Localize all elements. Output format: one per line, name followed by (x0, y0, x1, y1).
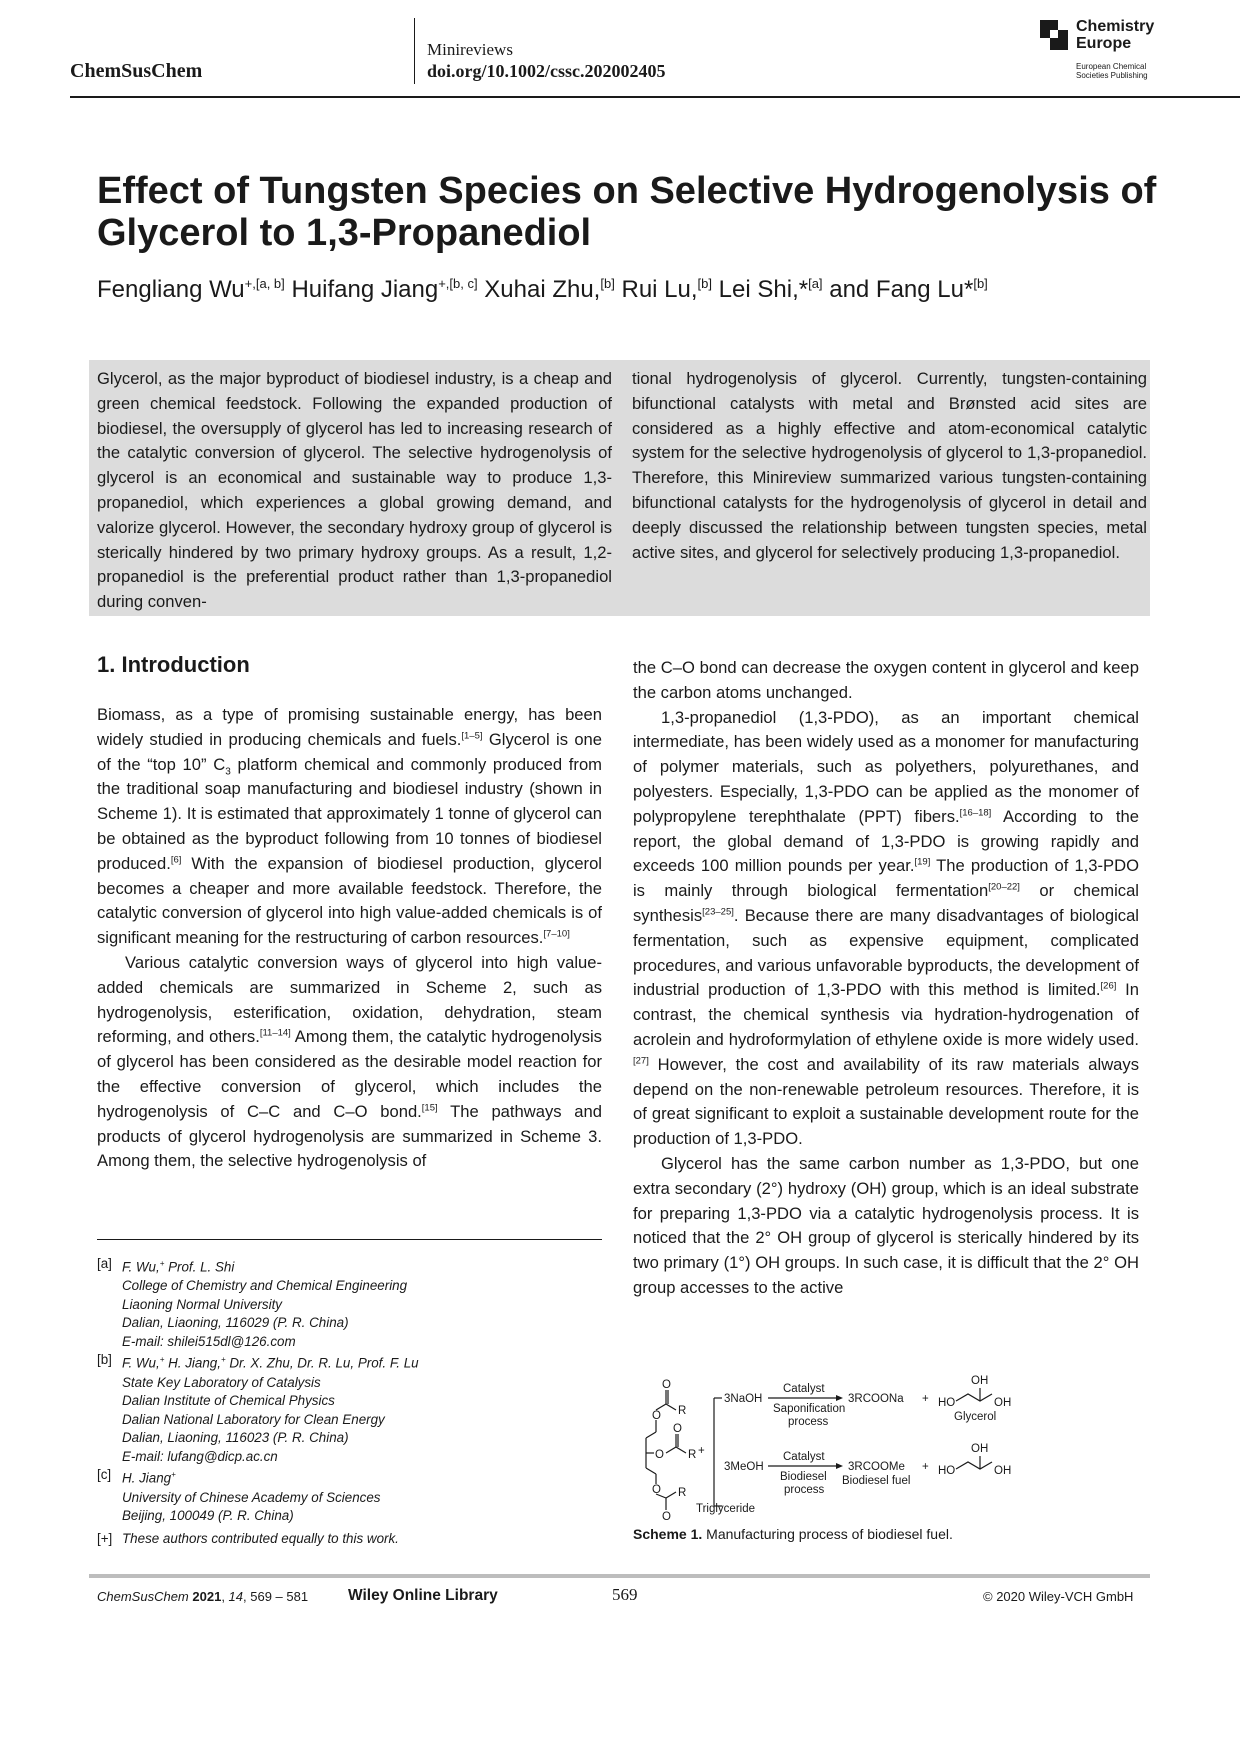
process-label: Saponification (773, 1403, 846, 1415)
atom-label: HO (938, 1397, 956, 1409)
biodiesel-fuel-label: Biodiesel fuel (842, 1475, 911, 1487)
section-heading: 1. Introduction (97, 652, 250, 677)
article-type: Minireviews (427, 40, 513, 59)
atom-label: R (678, 1405, 687, 1417)
catalyst-label: Catalyst (783, 1383, 825, 1395)
atom-label: HO (938, 1465, 956, 1477)
affiliations (97, 1255, 602, 1548)
atom-label: O (662, 1379, 671, 1391)
product-rcoona: 3RCOONa (848, 1393, 904, 1405)
header-rule (70, 96, 1240, 98)
paragraph: Biomass, as a type of promising sustainable energy, has been widely studied in producing chemicals and fuels.[1–5] Glycerol is one of the “top 10” $C_3$ platform chemical and commonly produced from the traditional soap manufacturing and biodiesel industry (shown in Scheme 1). It is estimated that approximately 1 tonne of glycerol can be obtained as the byproduct following from 10 tonnes of biodiesel produced.[6] With the expansion of biodiesel production, glycerol becomes a cheaper and more available feedstock. Therefore, the catalytic conversion of glycerol into high value-added chemicals is of significant meaning for the restructuring of carbon resources.[7–10] (97, 705, 603, 948)
triglyceride-label: Triglyceride (696, 1503, 756, 1515)
chemistry-europe-logo-icon (1040, 20, 1068, 50)
footer-rule (89, 1574, 1150, 1578)
abstract-right: tional hydrogenolysis of glycerol. Currently, tungsten-containing bifunctional catalysts with metal and Brønsted acid sites are considered as a highly effective and atom-economical catalytic system for the selective hydrogenolysis of glycerol to 1,3-propanediol. Therefore, this Minireview summarized various tungsten-containing bifunctional catalysts for the hydrogenolysis of glycerol in detail and deeply discussed the relationship between tungsten species, metal active sites, and glycerol for selectively producing 1,3-propanediol. (632, 369, 1147, 562)
journal-name: ChemSusChem (70, 60, 203, 82)
logo-title: Chemistry Europe (1076, 18, 1155, 52)
affiliation-a: [a] F. Wu,+ Prof. L. Shi College of Chemistry and Chemical Engineering Liaoning Normal University Dalian, Liaoning, 116029 (P. R. China) E-mail: shilei515dl@126.com (97, 1255, 602, 1351)
atom-label: O (662, 1511, 671, 1520)
body-right-column (633, 656, 1139, 1301)
citation-info: ChemSusChem 2021, 14, 569 – 581 (97, 1589, 309, 1604)
glycerol-label: Glycerol (954, 1411, 997, 1423)
plus-sign: + (698, 1445, 705, 1457)
reagent-naoh: 3NaOH (724, 1393, 763, 1405)
author-list: Fengliang $Wu^{+,[a, b]}$ Huifang Jiang$^{+,[b, c]}$ Xuhai Zhu,[b] Rui Lu,[b] Lei Shi,*[a] and Fang Lu*[b] (97, 276, 988, 303)
logo-subtitle: European Chemical Societies Publishing (1076, 62, 1148, 80)
arrow-head-icon (836, 1463, 843, 1469)
doi-link[interactable]: doi.org/10.1002/cssc.202002405 (427, 61, 666, 81)
article-title: Effect of Tungsten Species on Selective Hydrogenolysis of Glycerol to 1,3-Propanediol (97, 170, 1157, 254)
paragraph: 1,3-propanediol (1,3-PDO), as an important chemical intermediate, has been widely used as a monomer for manufacturing of polymer materials, such as polyethers, polyurethanes, and polyesters. Especially, 1,3-PDO can be applied as the monomer of polypropylene terephthalate (PPT) fibers.[16–18] According to the report, the global demand of 1,3-PDO is growing rapidly and exceeds 100 million pounds per year.[19] The production of 1,3-PDO is mainly through biological fermentation[20–22] or chemical synthesis[23–25]. Because there are many disadvantages of biological fermentation, such as expensive equipment, complicated procedures, and various unfavorable byproducts, the development of industrial production of 1,3-PDO with this method is limited.[26] In contrast, the chemical synthesis via hydration-hydrogenation of acrolein and hydroformylation of ethylene oxide is more widely used.[27] However, the cost and availability of its raw materials always depend on the non-renewable petroleum resources. Therefore, it is of great significant to exploit a sustainable development route for the production of 1,3-PDO. (633, 707, 1139, 1149)
equal-contribution-note: [+] These authors contributed equally to this work. (97, 1530, 399, 1546)
atom-label: R (688, 1449, 697, 1461)
atom-label: O (673, 1423, 682, 1435)
atom-label: O (652, 1484, 661, 1496)
wiley-online-library-link[interactable]: Wiley Online Library (348, 1587, 498, 1604)
scheme-caption: Scheme 1. Manufacturing process of biodiesel fuel. (633, 1526, 953, 1542)
email-link[interactable]: E-mail: shilei515dl@126.com (122, 1333, 296, 1349)
email-link[interactable]: E-mail: lufang@dicp.ac.cn (122, 1448, 278, 1464)
affiliation-c: [c] H. Jiang+ University of Chinese Academy of Sciences Beijing, 100049 (P. R. China) (97, 1467, 381, 1524)
atom-label: O (655, 1449, 664, 1461)
atom-label: OH (971, 1375, 989, 1387)
process-label: process (788, 1416, 829, 1428)
affiliation-b: [b] F. Wu,+ H. Jiang,+ Dr. X. Zhu, Dr. R. Lu, Prof. F. Lu State Key Laboratory of Catalysis Dalian Institute of Chemical Physics Dalian National Laboratory for Clean Energy Dalian, Liaoning, 116023 (P. R. China) E-mail: lufang@dicp.ac.cn (97, 1351, 602, 1466)
page-number: 569 (612, 1585, 638, 1604)
paragraph: the C–O bond can decrease the oxygen content in glycerol and keep the carbon atoms unchanged. (633, 658, 1139, 702)
process-label: Biodiesel (780, 1471, 827, 1483)
reagent-meoh: 3MeOH (724, 1461, 764, 1473)
copyright: © 2020 Wiley-VCH GmbH (983, 1589, 1134, 1604)
body-left-column (97, 703, 602, 1174)
arrow-head-icon (836, 1395, 843, 1401)
plus-sign: + (922, 1393, 929, 1405)
product-rcoome: 3RCOOMe (848, 1461, 905, 1473)
paragraph: Various catalytic conversion ways of glycerol into high value-added chemicals are summarized in Scheme 2, such as hydrogenolysis, esterification, oxidation, dehydration, steam reforming, and others.[11–14] Among them, the catalytic hydrogenolysis of glycerol has been considered as the desirable model reaction for the effective conversion of glycerol, which includes the hydrogenolysis of C–C and C–O bond.[15] The pathways and products of glycerol hydrogenolysis are summarized in Scheme 3. Among them, the selective hydrogenolysis of (97, 952, 602, 1171)
atom-label: OH (994, 1465, 1012, 1477)
abstract-left: Glycerol, as the major byproduct of biodiesel industry, is a cheap and green chemical feedstock. Following the expanded production of biodiesel, the oversupply of glycerol has led to increasing research of the catalytic conversion of glycerol. The selective hydrogenolysis of glycerol is an economical and sustainable way to produce 1,3-propanediol, which experiences a global growing demand, and valorize glycerol. However, the secondary hydroxy group of glycerol is sterically hindered by two primary hydroxy groups. As a result, 1,2-propanediol is the preferential product rather than 1,3-propanediol during conven- (97, 369, 612, 612)
atom-label: R (678, 1487, 687, 1499)
plus-sign: + (922, 1461, 929, 1473)
catalyst-label: Catalyst (783, 1451, 825, 1463)
atom-label: OH (971, 1443, 989, 1455)
header-divider (414, 18, 415, 84)
publisher-logo (1040, 20, 1180, 80)
process-label: process (784, 1484, 825, 1496)
abstract-box (89, 360, 1150, 616)
paragraph: Glycerol has the same carbon number as 1,3-PDO, but one extra secondary (2°) hydroxy (OH) group, which is an ideal substrate for preparing 1,3-PDO via a catalytic hydrogenolysis process. It is noticed that the 2° OH group of glycerol is sterically hindered by its two primary (1°) OH groups. In such case, it is difficult that the 2° OH group accesses to the active (633, 1153, 1139, 1297)
scheme-1-diagram (640, 1370, 1120, 1520)
atom-label: O (652, 1410, 661, 1422)
atom-label: OH (994, 1397, 1012, 1409)
footnote-rule (97, 1239, 602, 1240)
